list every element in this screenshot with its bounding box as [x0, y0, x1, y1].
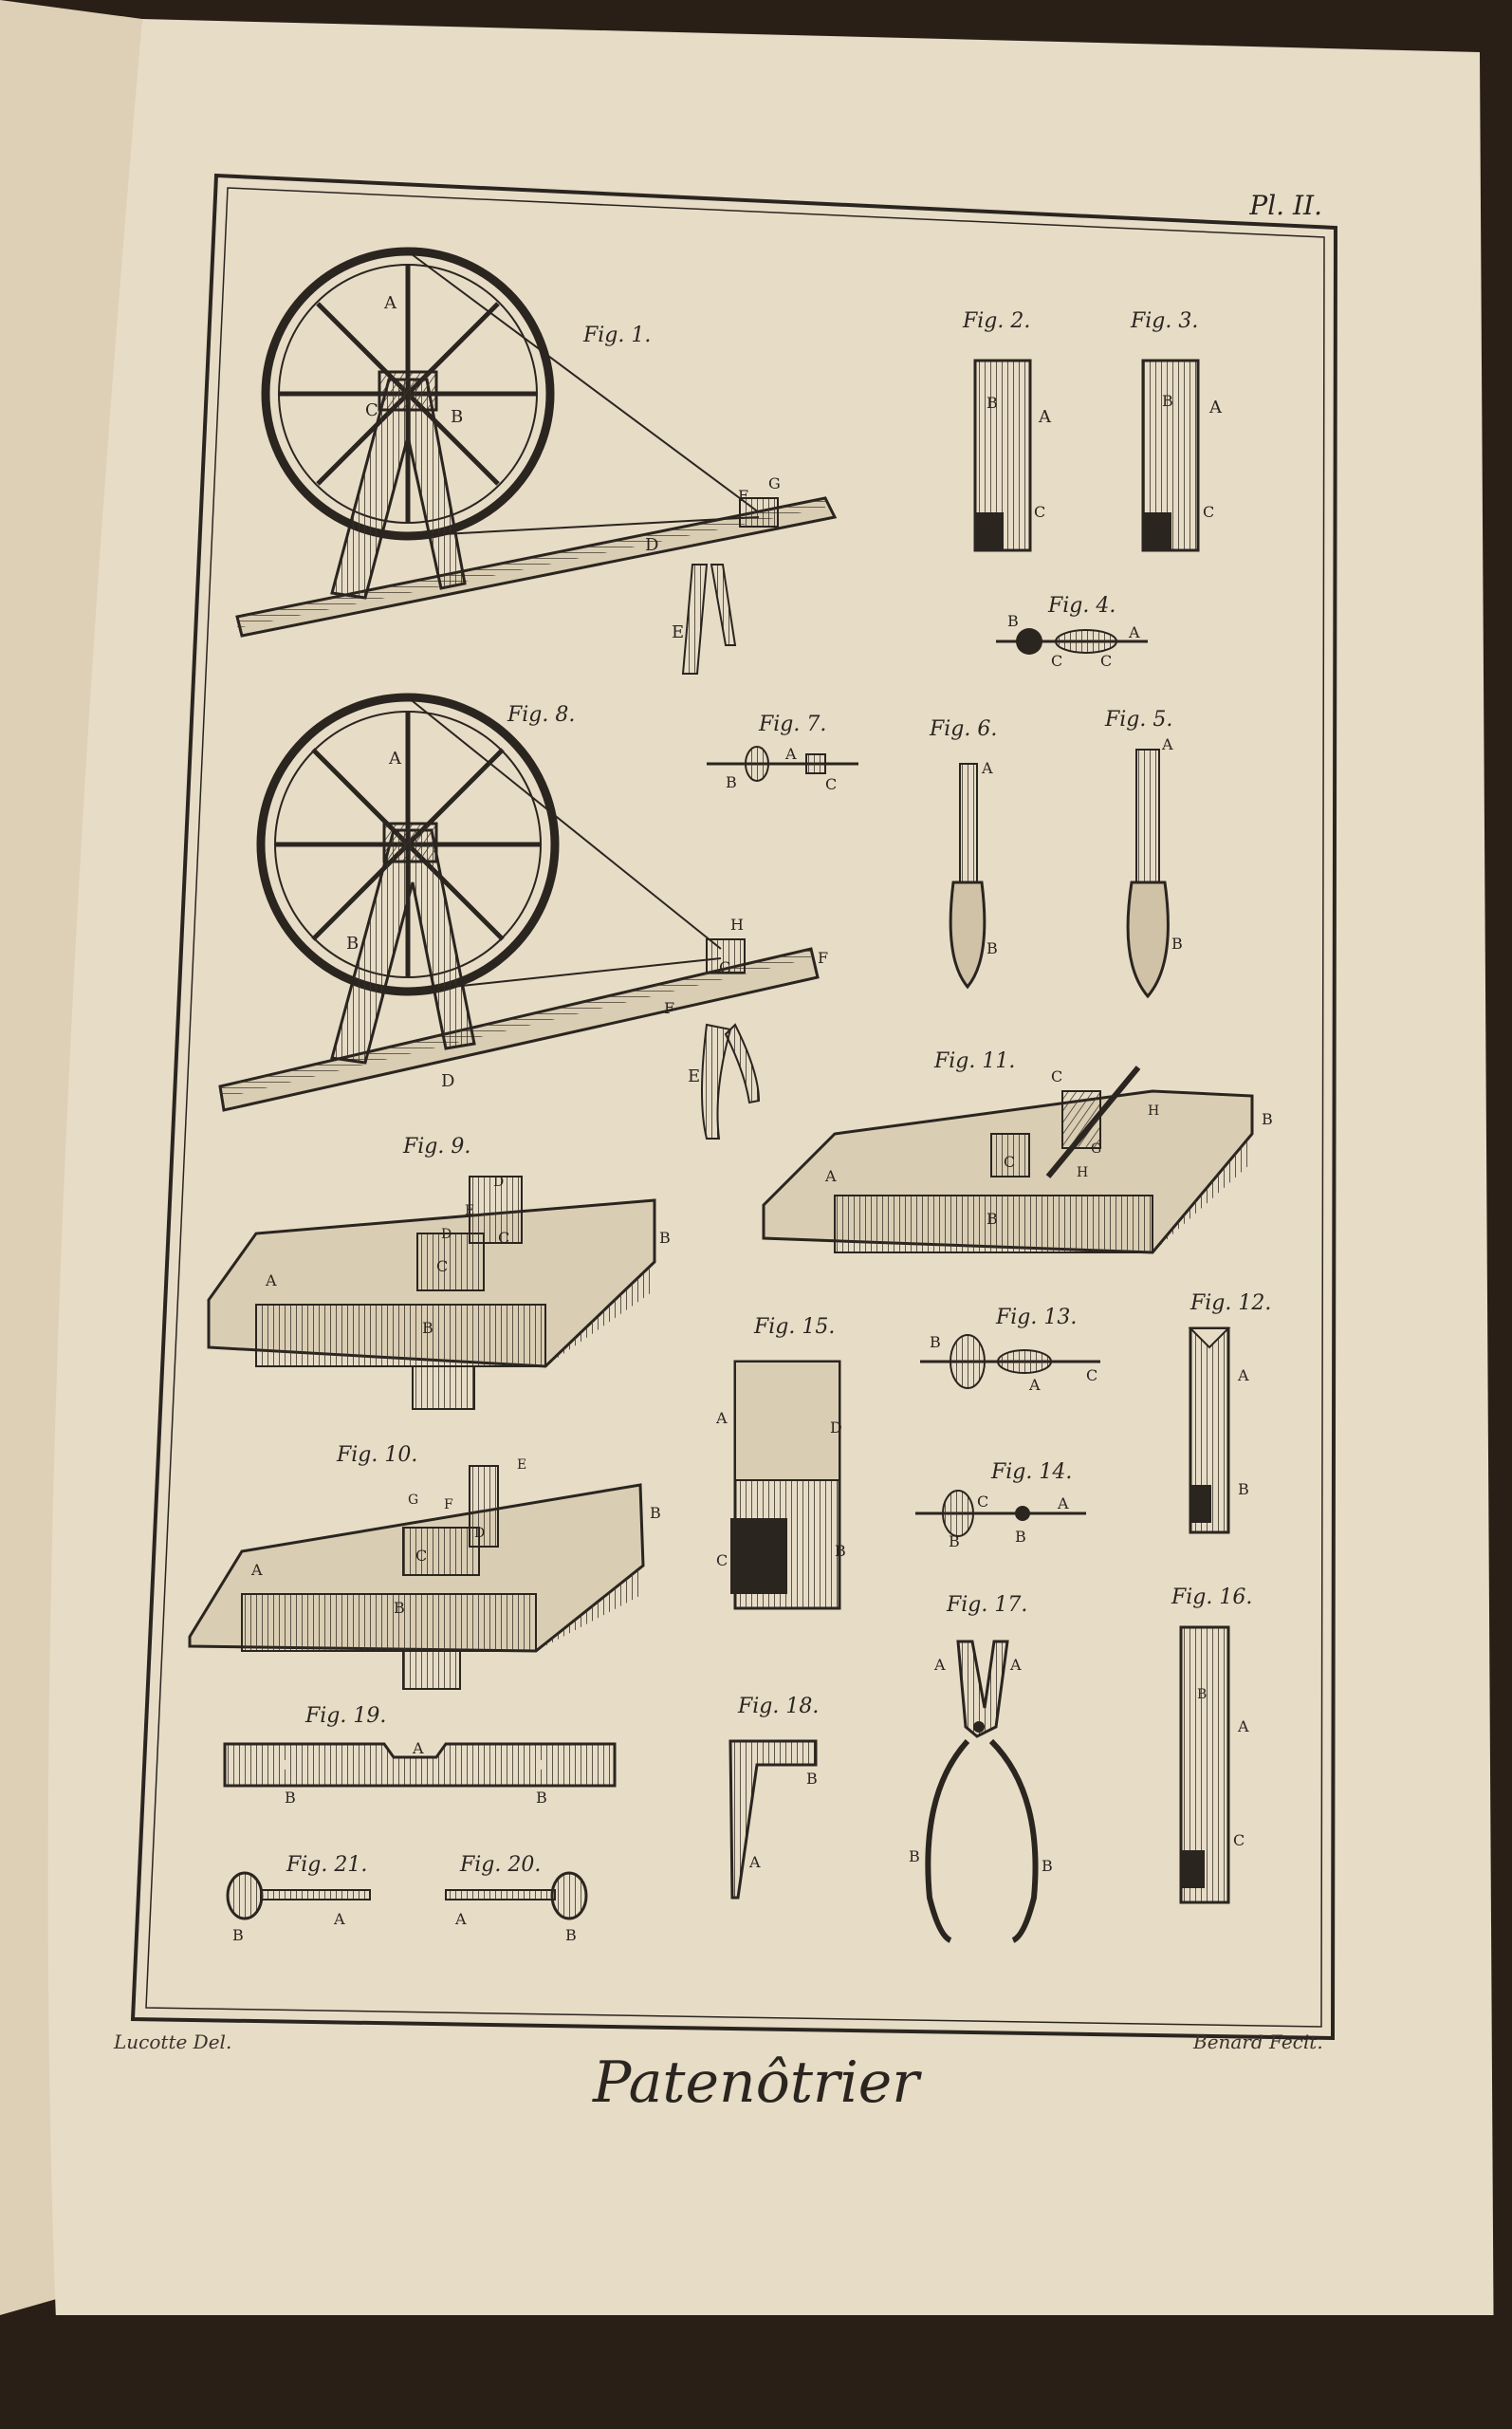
svg-text:Fig. 7.: Fig. 7.: [759, 713, 827, 736]
plate-number: Pl. II.: [1249, 190, 1322, 221]
svg-text:H: H: [730, 916, 744, 934]
svg-text:B: B: [986, 939, 998, 957]
svg-text:H: H: [1077, 1165, 1089, 1180]
svg-text:C: C: [716, 1551, 728, 1569]
svg-text:B: B: [1262, 1110, 1273, 1128]
svg-text:C: C: [1051, 652, 1063, 670]
svg-text:B: B: [232, 1926, 244, 1944]
svg-text:Fig. 21.: Fig. 21.: [286, 1853, 368, 1877]
svg-text:Fig. 8.: Fig. 8.: [507, 703, 576, 727]
svg-text:Fig. 10.: Fig. 10.: [337, 1443, 418, 1467]
svg-text:B: B: [650, 1504, 661, 1522]
svg-text:Fig. 9.: Fig. 9.: [403, 1135, 471, 1159]
svg-text:B: B: [1197, 1687, 1208, 1702]
svg-text:B: B: [930, 1333, 941, 1351]
svg-text:C: C: [1004, 1153, 1016, 1171]
svg-text:A: A: [716, 1409, 728, 1427]
svg-text:Fig. 13.: Fig. 13.: [996, 1306, 1078, 1329]
svg-text:A: A: [825, 1167, 837, 1185]
svg-text:Fig. 6.: Fig. 6.: [930, 717, 998, 741]
svg-text:A: A: [251, 1561, 263, 1579]
svg-text:A: A: [1129, 623, 1140, 641]
svg-text:F: F: [444, 1497, 453, 1512]
svg-text:A: A: [1058, 1494, 1069, 1512]
signature-right: Benard Fecit.: [1193, 2030, 1323, 2053]
svg-text:B: B: [1238, 1480, 1249, 1498]
svg-text:F: F: [738, 487, 749, 505]
svg-text:A: A: [982, 759, 993, 777]
svg-text:Fig. 16.: Fig. 16.: [1171, 1585, 1253, 1609]
svg-text:B: B: [1171, 935, 1183, 953]
signature-left: Lucotte Del.: [114, 2030, 232, 2053]
svg-text:Fig. 17.: Fig. 17.: [947, 1593, 1028, 1617]
svg-text:B: B: [451, 407, 464, 427]
svg-text:C: C: [1086, 1366, 1098, 1384]
svg-text:Fig. 4.: Fig. 4.: [1048, 594, 1116, 618]
svg-text:A: A: [1010, 1656, 1022, 1674]
svg-text:Fig. 18.: Fig. 18.: [738, 1695, 820, 1718]
svg-text:D: D: [645, 535, 659, 555]
svg-text:C: C: [1034, 503, 1046, 521]
svg-text:D: D: [474, 1526, 486, 1541]
svg-text:E: E: [465, 1203, 475, 1218]
svg-text:Fig. 11.: Fig. 11.: [934, 1049, 1016, 1073]
svg-text:C: C: [1203, 503, 1215, 521]
svg-text:B: B: [986, 394, 998, 412]
svg-text:A: A: [384, 293, 396, 313]
svg-text:B: B: [1042, 1857, 1053, 1875]
svg-text:B: B: [536, 1789, 547, 1807]
svg-text:G: G: [719, 958, 731, 976]
svg-text:C: C: [1233, 1831, 1245, 1849]
svg-text:Fig. 12.: Fig. 12.: [1190, 1291, 1272, 1315]
svg-text:Fig. 14.: Fig. 14.: [991, 1460, 1073, 1484]
svg-text:B: B: [285, 1789, 296, 1807]
svg-text:C: C: [825, 775, 838, 793]
svg-text:Fig. 3.: Fig. 3.: [1131, 309, 1199, 333]
svg-text:G: G: [768, 474, 781, 492]
svg-text:D: D: [830, 1418, 842, 1437]
svg-text:Fig. 15.: Fig. 15.: [754, 1315, 836, 1339]
svg-text:B: B: [659, 1229, 671, 1247]
svg-text:A: A: [1238, 1717, 1249, 1735]
svg-text:Fig. 2.: Fig. 2.: [963, 309, 1031, 333]
svg-text:B: B: [1162, 392, 1173, 410]
svg-text:C: C: [498, 1229, 510, 1247]
svg-text:B: B: [835, 1542, 846, 1560]
svg-text:A: A: [413, 1739, 424, 1757]
svg-text:B: B: [422, 1319, 433, 1337]
svg-text:A: A: [1238, 1366, 1249, 1384]
svg-text:A: A: [1162, 735, 1173, 753]
svg-text:F: F: [664, 999, 675, 1017]
svg-text:A: A: [455, 1910, 467, 1928]
svg-text:C: C: [415, 1547, 428, 1565]
svg-text:B: B: [986, 1210, 998, 1228]
svg-text:C: C: [436, 1257, 449, 1275]
svg-text:D: D: [493, 1175, 505, 1190]
svg-text:A: A: [1029, 1376, 1041, 1394]
svg-text:B: B: [1007, 612, 1019, 630]
fig1-label: Fig. 1.: [583, 324, 652, 347]
svg-text:Fig. 5.: Fig. 5.: [1105, 708, 1173, 732]
svg-text:A: A: [389, 749, 401, 769]
svg-text:B: B: [726, 773, 737, 791]
svg-text:B: B: [806, 1770, 818, 1788]
svg-text:E: E: [688, 1066, 701, 1086]
svg-text:B: B: [394, 1599, 405, 1617]
svg-text:B: B: [949, 1532, 960, 1550]
svg-text:Fig. 20.: Fig. 20.: [460, 1853, 542, 1877]
svg-text:C: C: [1100, 652, 1113, 670]
svg-text:B: B: [565, 1926, 577, 1944]
svg-text:B: B: [909, 1847, 920, 1865]
svg-text:A: A: [934, 1656, 946, 1674]
svg-text:E: E: [517, 1457, 527, 1473]
svg-text:C: C: [365, 400, 378, 420]
svg-text:D: D: [441, 1071, 455, 1091]
svg-text:G: G: [408, 1493, 419, 1508]
svg-text:A: A: [1209, 398, 1222, 417]
svg-text:E: E: [672, 622, 685, 642]
svg-text:A: A: [334, 1910, 345, 1928]
svg-text:Fig. 19.: Fig. 19.: [305, 1704, 387, 1728]
svg-text:A: A: [785, 745, 797, 763]
svg-text:C: C: [977, 1493, 989, 1511]
svg-text:A: A: [1039, 407, 1051, 427]
svg-text:D: D: [441, 1227, 452, 1242]
svg-text:C: C: [1051, 1067, 1063, 1085]
svg-text:F: F: [818, 949, 829, 967]
svg-text:G: G: [1091, 1141, 1102, 1157]
svg-text:B: B: [1015, 1528, 1026, 1546]
svg-text:A: A: [266, 1271, 277, 1289]
page-title: Patenôtrier: [592, 2049, 919, 2116]
svg-text:A: A: [749, 1853, 761, 1871]
svg-text:H: H: [1148, 1103, 1160, 1119]
svg-text:B: B: [346, 934, 360, 954]
